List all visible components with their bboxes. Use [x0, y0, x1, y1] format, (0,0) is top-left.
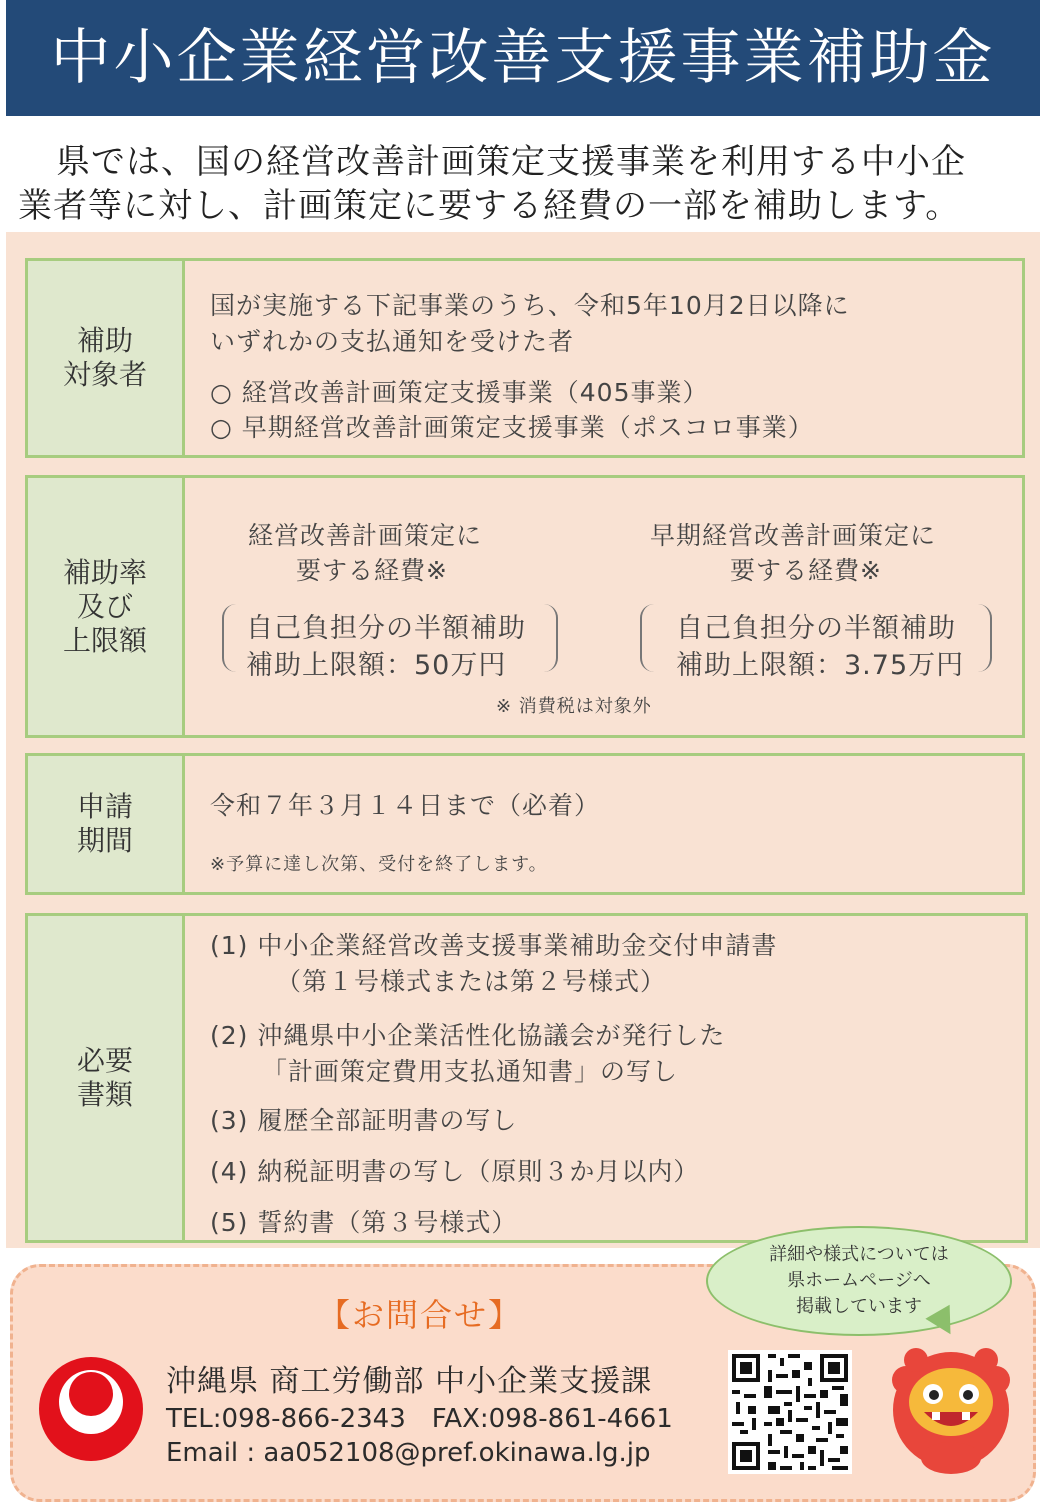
- period-label: 申請 期間: [76, 790, 133, 857]
- target-label-cell: [28, 261, 185, 455]
- docs-label: 必要 書類: [76, 1044, 133, 1111]
- qr-code-icon[interactable]: [728, 1350, 852, 1474]
- contact-heading: 【お問合せ】: [318, 1296, 523, 1334]
- contact-department: 沖縄県 商工労働部 中小企業支援課: [166, 1364, 653, 1399]
- target-line-1: 国が実施する下記事業のうち、令和5年10月2日以降に: [210, 291, 850, 320]
- rate-right-line-1: 自己負担分の半額補助: [676, 613, 956, 644]
- docs-item-1: (1) 中小企業経営改善支援事業補助金交付申請書: [210, 931, 778, 960]
- docs-item-5: (5) 誓約書（第３号様式）: [210, 1208, 518, 1237]
- shisa-mascot-icon: [886, 1340, 1016, 1480]
- target-label: 補助 対象者: [62, 324, 147, 391]
- contact-email[interactable]: Email : aa052108@pref.okinawa.lg.jp: [166, 1438, 651, 1468]
- docs-item-2-sub: 「計画策定費用支払通知書」の写し: [262, 1057, 679, 1086]
- intro-line-1: 県では、国の経営改善計画策定支援事業を利用する中小企: [56, 142, 966, 182]
- period-deadline: 令和７年３月１４日まで（必着）: [210, 791, 601, 820]
- rate-left-line-2: 補助上限額：50万円: [246, 650, 507, 681]
- intro-section: [6, 116, 1040, 232]
- rate-right-line-2: 補助上限額：3.75万円: [676, 650, 965, 681]
- rate-note: ※ 消費税は対象外: [496, 696, 652, 717]
- rate-left-heading-1: 経営改善計画策定に: [248, 521, 483, 550]
- docs-item-3: (3) 履歴全部証明書の写し: [210, 1106, 518, 1135]
- rate-right-heading-2: 要する経費※: [730, 556, 882, 585]
- contact-tel-fax: TEL:098-866-2343 FAX:098-861-4661: [166, 1404, 673, 1434]
- rate-label-cell: [28, 478, 185, 735]
- period-label-cell: [28, 756, 185, 892]
- docs-item-4: (4) 納税証明書の写し（原則３か月以内）: [210, 1157, 700, 1186]
- docs-item-1-sub: （第１号様式または第２号様式）: [276, 967, 667, 996]
- rate-label: 補助率 及び 上限額: [62, 555, 147, 657]
- title-banner: [6, 0, 1040, 116]
- okinawa-emblem-icon: [36, 1354, 146, 1464]
- period-note: ※予算に達し次第、受付を終了します。: [210, 854, 548, 875]
- rate-right-heading-1: 早期経営改善計画策定に: [650, 521, 937, 550]
- bubble-text: 詳細や様式については 県ホームページへ 掲載しています: [769, 1244, 949, 1317]
- rate-left-line-1: 自己負担分の半額補助: [246, 613, 526, 644]
- docs-item-2: (2) 沖縄県中小企業活性化協議会が発行した: [210, 1021, 726, 1050]
- rate-left-heading-2: 要する経費※: [296, 556, 448, 585]
- target-item-1: ○ 経営改善計画策定支援事業（405事業）: [210, 378, 709, 407]
- target-line-2: いずれかの支払通知を受けた者: [210, 327, 575, 356]
- target-item-2: ○ 早期経営改善計画策定支援事業（ポスコロ事業）: [210, 413, 814, 442]
- intro-line-2: 業者等に対し、計画策定に要する経費の一部を補助します。: [18, 186, 961, 226]
- docs-label-cell: [28, 916, 185, 1240]
- page-title: 中小企業経営改善支援事業補助金: [50, 23, 996, 93]
